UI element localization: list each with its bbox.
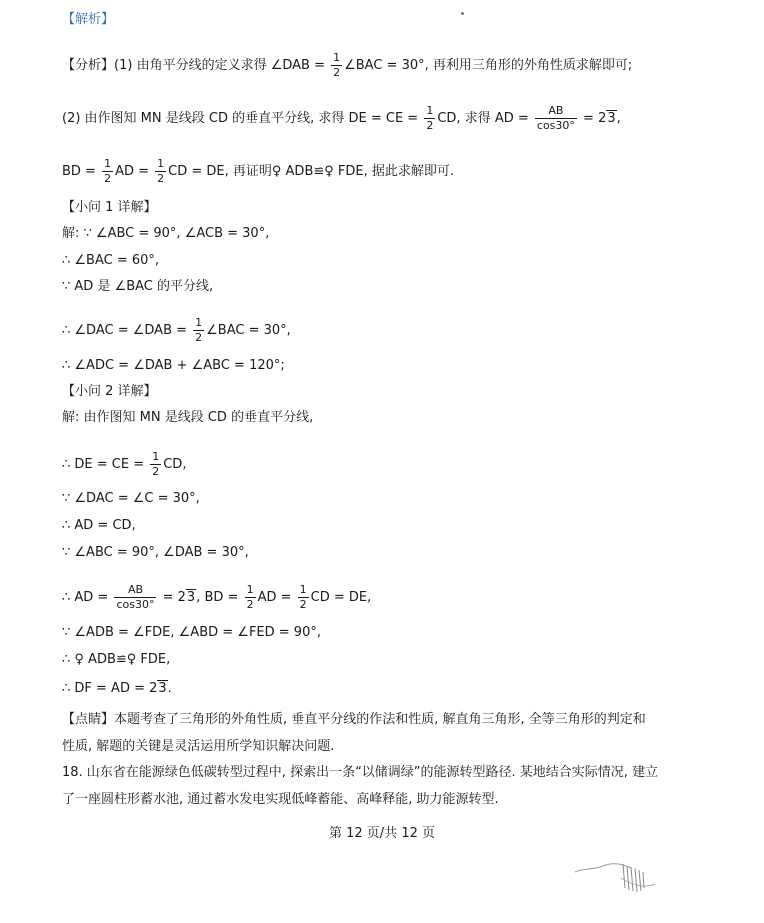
s2-line-6-c: , BD = (196, 590, 243, 605)
subquestion-2-heading: 【小问 2 详解】 (62, 384, 157, 399)
analysis-3-text-b: AD = (115, 164, 154, 179)
remark-label: 【点睛】 (62, 712, 115, 727)
analysis-3-text-c: CD = DE, 再证明♀ ADB≌♀ FDE, 据此求解即可. (168, 164, 455, 179)
page-footer: 第 12 页/共 12 页 (329, 826, 435, 841)
remark-text-1: 本题考查了三角形的外角性质, 垂直平分线的作法和性质, 解直角三角形, 全等三角形的判定和 (114, 712, 646, 727)
s2-line-2 (62, 450, 744, 479)
s2-line-3: ∵ ∠DAC = ∠C = 30°, (62, 491, 200, 506)
s2-line-6-e: CD = DE, (310, 590, 372, 605)
fraction-half: $\frac{1}{2}$ (152, 450, 160, 478)
s2-line-8: ∴ ♀ ADB≌♀ FDE, (62, 652, 171, 667)
fraction-ab-cos30: $\frac{AB}{\cos 30^\circ}$ (116, 583, 155, 611)
fraction-ab-cos30: $\frac{AB}{\cos 30^\circ}$ (536, 104, 575, 132)
handwritten-scribble (573, 858, 663, 896)
s1-line-4 (62, 316, 744, 345)
question-18-line-1: 18. 山东省在能源绿色低碳转型过程中, 探索出一条“以储调绿”的能源转型路径. 某地结合实际情况, 建立 (62, 765, 659, 780)
fraction-half: $\frac{1}{2}$ (157, 157, 165, 185)
analysis-2-text-c: = 2 (578, 111, 607, 126)
s1-line-4-b: ∠BAC = 30°, (206, 323, 291, 338)
analysis-3-text-a: BD = (62, 164, 101, 179)
analysis-2-text-b: CD, 求得 AD = (437, 111, 533, 126)
fraction-half: $\frac{1}{2}$ (104, 157, 112, 185)
remark-line-1 (62, 712, 744, 728)
s2-line-9 (62, 681, 744, 697)
subquestion-1-heading: 【小问 1 详解】 (62, 200, 157, 215)
analysis-1-text-a: (1) 由角平分线的定义求得 ∠DAB = (114, 58, 330, 73)
s1-line-5: ∴ ∠ADC = ∠DAB + ∠ABC = 120°; (62, 358, 285, 373)
s2-line-1: 解: 由作图知 MN 是线段 CD 的垂直平分线, (62, 410, 314, 425)
s1-line-3: ∵ AD 是 ∠BAC 的平分线, (62, 279, 214, 294)
analysis-label: 【分析】 (62, 58, 115, 73)
s2-line-2-a: ∴ DE = CE = (62, 457, 149, 472)
s2-line-2-b: CD, (163, 457, 187, 472)
sqrt-three: 3 (607, 111, 616, 126)
analysis-line-1 (62, 51, 744, 80)
fraction-half: $\frac{1}{2}$ (333, 51, 341, 79)
s2-line-6-b: = 2 (158, 590, 186, 605)
s2-line-6-d: AD = (257, 590, 296, 605)
s1-line-1: 解: ∵ ∠ABC = 90°, ∠ACB = 30°, (62, 226, 270, 241)
question-18-line-2: 了一座圆柱形蓄水池, 通过蓄水发电实现低峰蓄能、高峰释能, 助力能源转型. (62, 792, 499, 807)
s1-line-2: ∴ ∠BAC = 60°, (62, 253, 160, 268)
s2-line-6-a: ∴ AD = (62, 590, 113, 605)
fraction-half: $\frac{1}{2}$ (246, 583, 254, 611)
analysis-line-3 (62, 157, 744, 186)
jiexi-heading: 【解析】 (62, 12, 115, 27)
fraction-half: $\frac{1}{2}$ (299, 583, 307, 611)
analysis-2-text-d: , (616, 111, 621, 126)
sqrt-three: 3 (158, 681, 167, 696)
fraction-half: $\frac{1}{2}$ (195, 316, 203, 344)
sqrt-three: 3 (186, 590, 196, 605)
s2-line-4: ∴ AD = CD, (62, 518, 136, 533)
remark-line-2: 性质, 解题的关键是灵活运用所学知识解决问题. (62, 739, 335, 754)
s2-line-9-b: . (167, 681, 172, 696)
analysis-line-2 (62, 104, 744, 133)
fraction-half: $\frac{1}{2}$ (426, 104, 434, 132)
s2-line-5: ∵ ∠ABC = 90°, ∠DAB = 30°, (62, 545, 249, 560)
s2-line-9-a: ∴ DF = AD = 2 (62, 681, 158, 696)
analysis-2-text-a: (2) 由作图知 MN 是线段 CD 的垂直平分线, 求得 DE = CE = (62, 111, 423, 126)
analysis-1-text-b: ∠BAC = 30°, 再利用三角形的外角性质求解即可; (344, 58, 633, 73)
s2-line-7: ∵ ∠ADB = ∠FDE, ∠ABD = ∠FED = 90°, (62, 625, 321, 640)
s1-line-4-a: ∴ ∠DAC = ∠DAB = (62, 323, 192, 338)
s2-line-6 (62, 583, 744, 612)
